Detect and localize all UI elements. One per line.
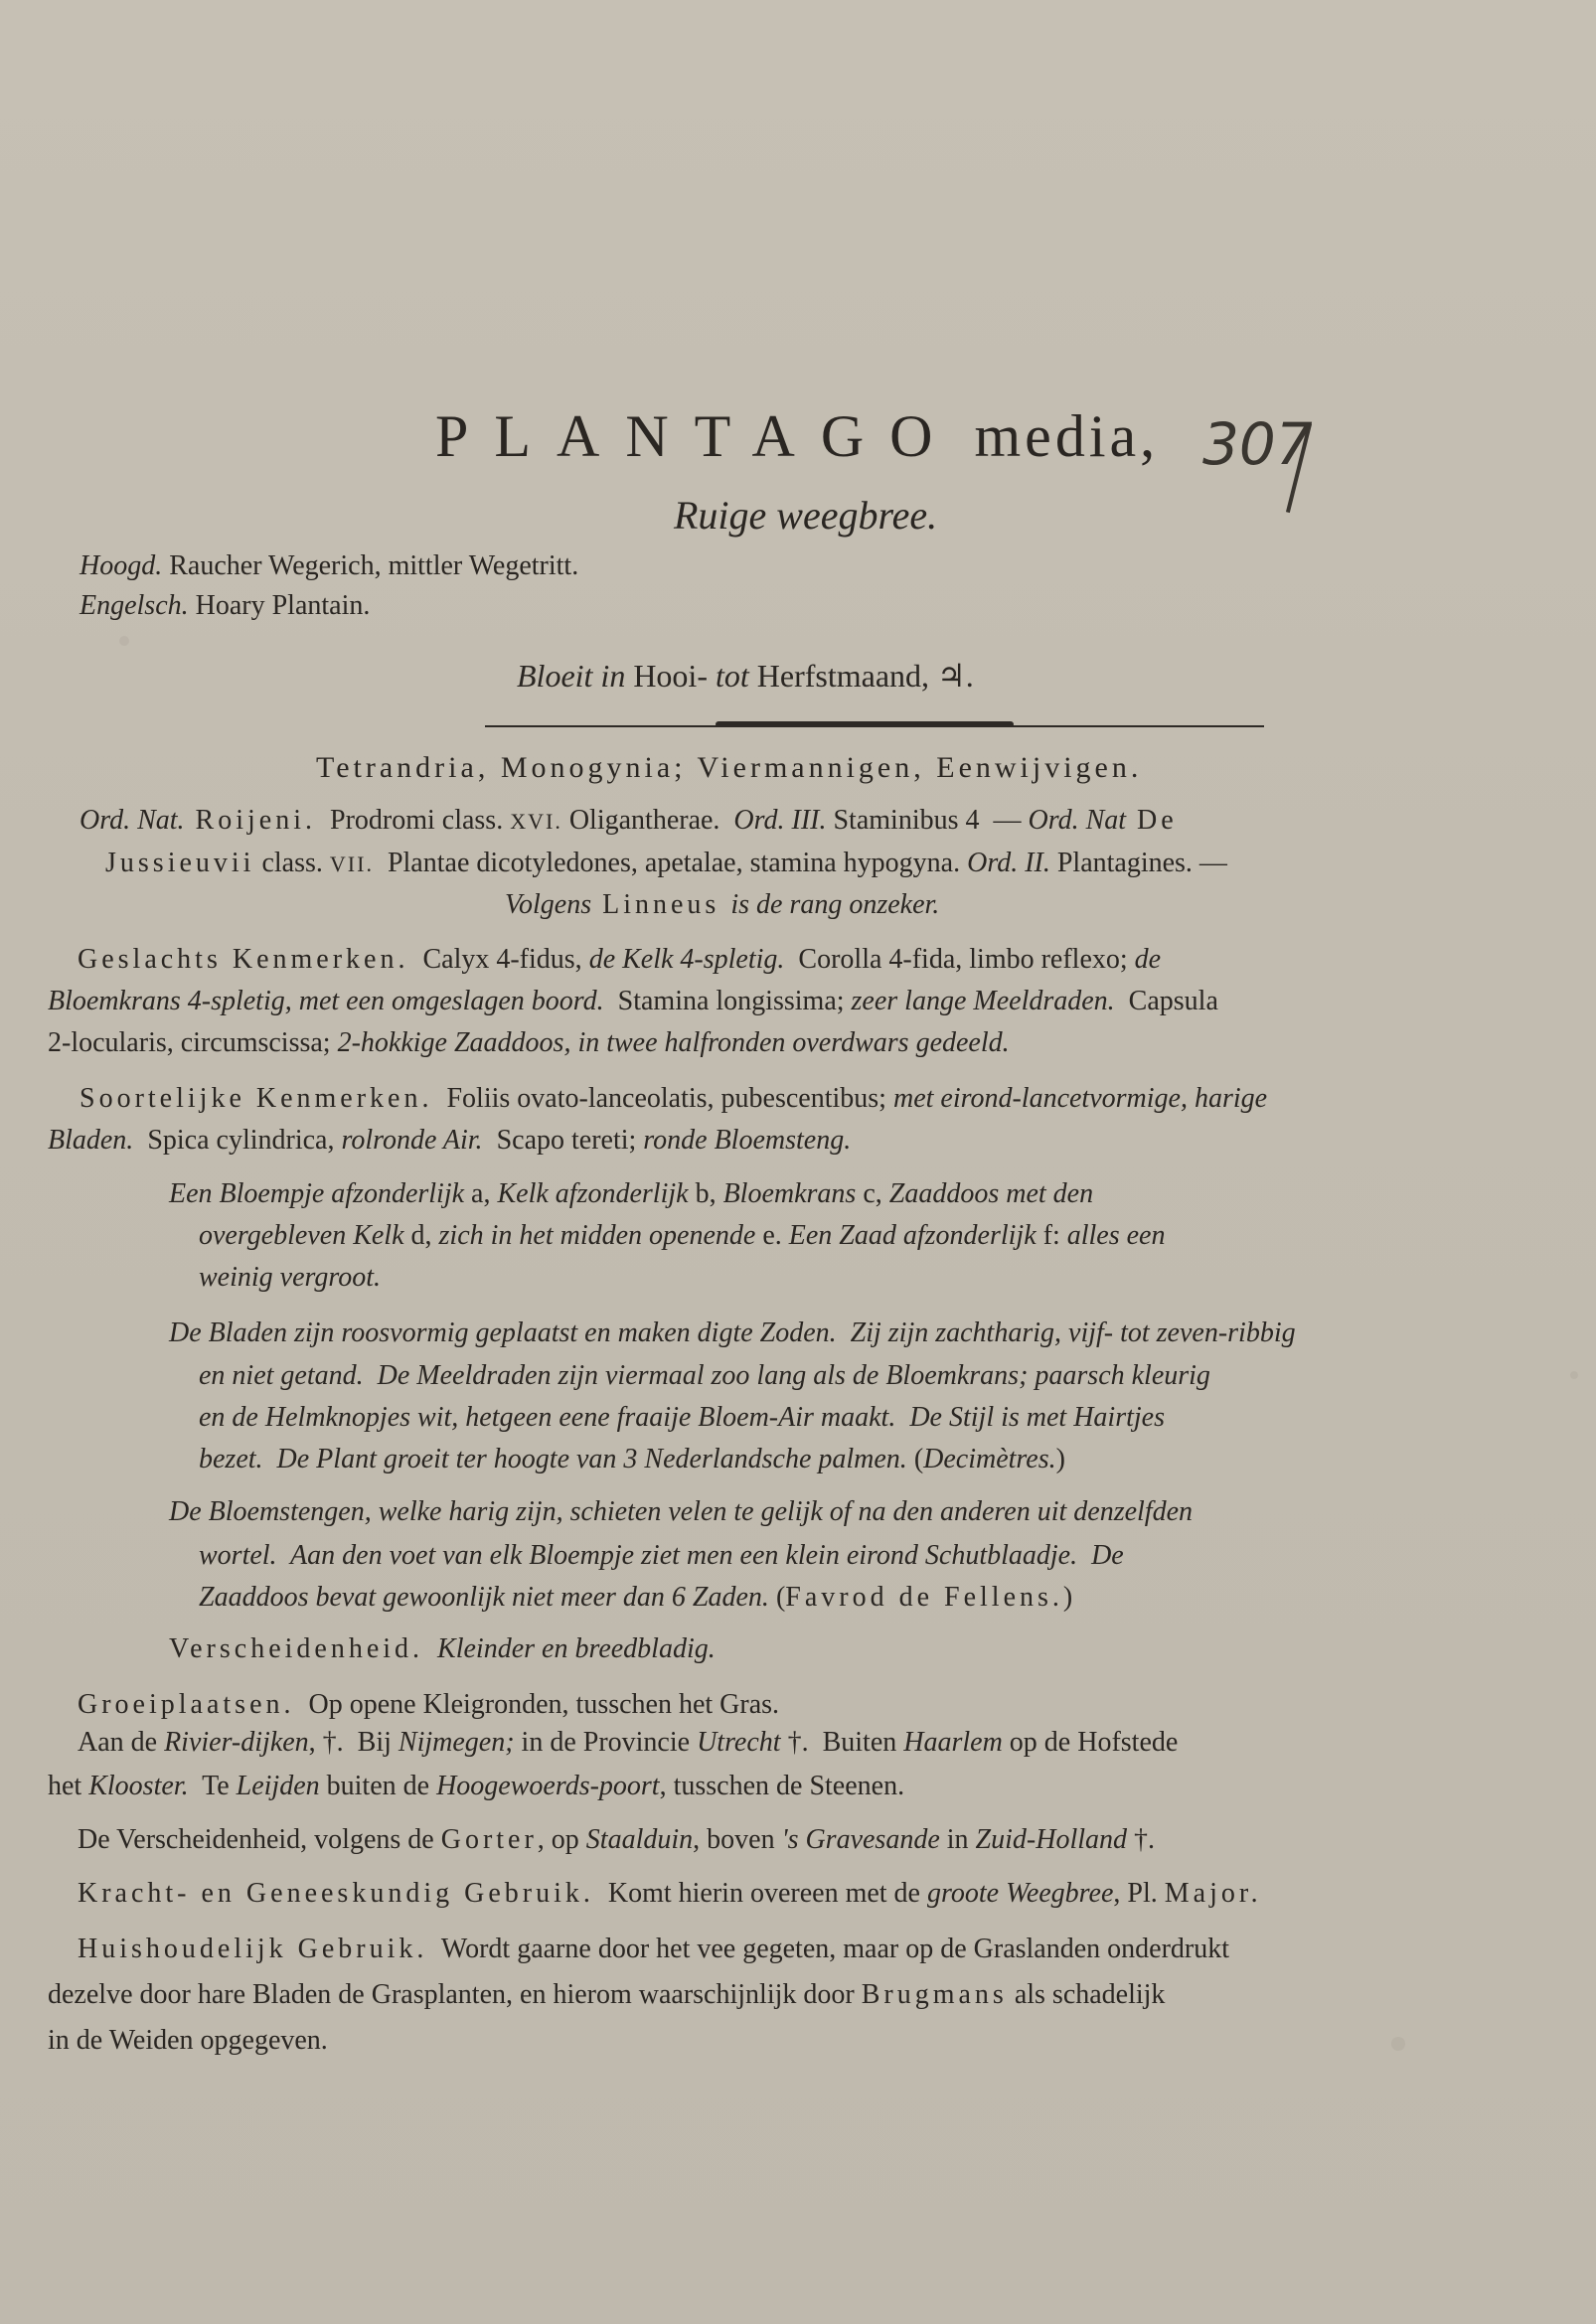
groeiplaatsen-line [48, 1773, 904, 1800]
text-segment: in de Provincie [514, 1727, 698, 1758]
text-segment: Favrod de Fellens. [785, 1582, 1063, 1613]
text-segment: Bloemkrans [722, 1178, 864, 1209]
groeiplaatsen-line [78, 1826, 1155, 1854]
groeiplaatsen-line [78, 1691, 779, 1719]
paper-speck [119, 636, 129, 646]
text-segment: , tusschen de Steenen. [659, 1771, 905, 1801]
text-segment: met eirond-lancetvormige, harige [892, 1083, 1268, 1114]
kracht-line [78, 1880, 1262, 1908]
text-segment: , Pl. [1113, 1878, 1165, 1909]
text-segment: Brugmans [861, 1979, 1008, 2010]
text-segment: Geslachts Kenmerken. [78, 944, 409, 975]
text-segment: de Kelk 4-spletig. [588, 944, 785, 975]
text-segment: overgebleven Kelk [199, 1220, 411, 1251]
text-segment: Zaaddoos bevat gewoonlijk niet meer dan 6 Zaden. [199, 1582, 769, 1613]
text-segment: Foliis ovato-lanceolatis, pubescentibus; [432, 1083, 893, 1114]
text-segment: Zuid-Holland [975, 1824, 1128, 1855]
text-segment: de [1134, 944, 1162, 975]
synonym-label: Engelsch. [80, 590, 189, 621]
text-segment: Calyx 4-fidus, [408, 944, 589, 975]
text-segment: ) [1062, 1582, 1073, 1613]
text-segment: in de Weiden opgegeven. [48, 2025, 328, 2056]
ord-line [505, 891, 939, 919]
text-segment: Decimètres. [923, 1444, 1056, 1474]
text-segment: wortel. Aan den voet van elk Bloempje ziet men een klein eirond Schutblaadje. De [199, 1540, 1124, 1571]
text-segment: zeer lange Meeldraden. [851, 986, 1115, 1016]
handwritten-page-number: 307 [1202, 410, 1313, 478]
text-segment: class. [254, 848, 330, 878]
text-segment: Plantagines. — [1049, 848, 1227, 878]
text-segment: op de Hofstede [1002, 1727, 1179, 1758]
text-segment: †. [1127, 1824, 1156, 1855]
text-segment: Ord. II. [967, 848, 1050, 878]
page-title [435, 402, 1159, 471]
text-segment: Major. [1164, 1878, 1262, 1909]
huishoudelijk-line [48, 1981, 1165, 2009]
text-segment: Zaaddoos met den [888, 1178, 1094, 1209]
soortelijke-line [48, 1127, 851, 1155]
text-segment: Bladen. [48, 1125, 134, 1156]
ord-line [105, 850, 1227, 877]
text-segment: Soortelijke Kenmerken. [80, 1083, 433, 1114]
text-segment: groote Weegbree [927, 1878, 1114, 1909]
text-segment: als schadelijk [1007, 1979, 1166, 2010]
flowering-line [517, 660, 974, 692]
text-segment: Wordt gaarne door het vee gegeten, maar op de Graslanden onderdrukt [427, 1934, 1230, 1964]
ord-line [80, 807, 1178, 835]
geslachts-line [78, 946, 1161, 974]
paper-speck [1391, 2037, 1405, 2051]
text-segment: De Bladen zijn roosvormig geplaatst en maken digte Zoden. Zij zijn zachtharig, vijf- tot zeven-ribbig [169, 1317, 1296, 1348]
text-segment: en niet getand. De Meeldraden zijn viermaal zoo lang als de Bloemkrans; paarsch kleurig [199, 1360, 1210, 1391]
text-segment: Jussieuvii [105, 848, 255, 878]
genus-name: PLANTAGO [435, 403, 959, 469]
verscheidenheid-line [169, 1635, 716, 1663]
groeiplaatsen-line [78, 1729, 1178, 1757]
bladen-line [199, 1362, 1210, 1390]
text-segment: , †. Bij [308, 1727, 399, 1758]
text-segment: dezelve door hare Bladen de Grasplanten, en hierom waarschijnlijk door [48, 1979, 862, 2010]
text-segment: De Verscheidenheid, volgens de [78, 1824, 441, 1855]
flowering-to: Herfstmaand, [756, 658, 930, 694]
text-segment: 2-locularis, circumscissa; [48, 1027, 338, 1058]
text-segment: Kelk afzonderlijk [497, 1178, 696, 1209]
text-segment: Aan de [78, 1727, 165, 1758]
text-segment: Hoogewoerds-poort [436, 1771, 660, 1801]
text-segment: Prodromi class. [316, 805, 511, 836]
geslachts-line [48, 1029, 1010, 1057]
bloemstengen-line [169, 1498, 1193, 1526]
text-segment: Huishoudelijk Gebruik. [78, 1934, 428, 1964]
huishoudelijk-line [48, 2027, 328, 2055]
text-segment: Staminibus 4 — [826, 805, 1029, 836]
text-segment: ronde Bloemsteng. [643, 1125, 852, 1156]
text-segment: Rivier-dijken [164, 1727, 309, 1758]
text-segment: VII. [329, 852, 374, 876]
synonym-text: Raucher Wegerich, mittler Wegetritt. [169, 550, 579, 581]
text-segment: ( [913, 1444, 924, 1474]
text-segment: Klooster. [88, 1771, 189, 1801]
text-segment: ( [768, 1582, 786, 1613]
text-segment: Staalduin [585, 1824, 694, 1855]
classification: Tetrandria, Monogynia; Viermannigen, Eenwijvigen. [316, 751, 1143, 784]
bloemstengen-line [199, 1542, 1124, 1570]
flowering-in: in [600, 658, 626, 694]
paper-speck [1570, 1371, 1578, 1379]
text-segment: alles een [1066, 1220, 1166, 1251]
text-segment: Een Bloempje afzonderlijk [169, 1178, 472, 1209]
text-segment: Nijmegen; [398, 1727, 515, 1758]
text-segment: ) [1055, 1444, 1065, 1474]
text-segment: Een Zaad afzonderlijk [788, 1220, 1043, 1251]
text-segment: Bloemkrans 4-spletig, met een omgeslagen boord. [48, 986, 604, 1016]
text-segment: Op opene Kleigronden, tusschen het Gras. [294, 1689, 780, 1720]
geslachts-line [48, 988, 1218, 1015]
bloempje-line [169, 1180, 1093, 1208]
text-segment: Spica cylindrica, [133, 1125, 342, 1156]
species-name: media, [974, 403, 1160, 469]
synonym-hoogd [80, 552, 578, 580]
divider-rule-swell [716, 721, 1014, 727]
text-segment: Te [188, 1771, 237, 1801]
text-segment: , op [537, 1824, 586, 1855]
text-segment: Gorter [440, 1824, 538, 1855]
text-segment: e. [762, 1220, 789, 1251]
perennial-symbol: ♃. [937, 658, 974, 694]
text-segment: Komt hierin overeen met de [593, 1878, 927, 1909]
text-segment: Plantae dicotyledones, apetalae, stamina hypogyna. [373, 848, 968, 878]
text-segment: Stamina longissima; [603, 986, 852, 1016]
bloempje-line [199, 1222, 1166, 1250]
text-segment: buiten de [319, 1771, 437, 1801]
text-segment: Ord. Nat [1028, 805, 1127, 836]
text-segment: Groeiplaatsen. [78, 1689, 295, 1720]
text-segment: , boven [693, 1824, 782, 1855]
bloemstengen-line [199, 1584, 1072, 1612]
flowering-label: Bloeit [517, 658, 593, 694]
text-segment: in [939, 1824, 976, 1855]
bloempje-line [199, 1264, 381, 1292]
text-segment: f: [1042, 1220, 1067, 1251]
synonym-label: Hoogd. [80, 550, 163, 581]
text-segment: c, [863, 1178, 889, 1209]
text-segment: Verscheidenheid. [169, 1633, 424, 1664]
text-segment: Utrecht [697, 1727, 781, 1758]
text-segment: en de Helmknopjes wit, hetgeen eene fraaije Bloem-Air maakt. De Stijl is met Hairtjes [199, 1402, 1165, 1433]
text-segment: Capsula [1114, 986, 1218, 1016]
text-segment: Scapo tereti; [482, 1125, 644, 1156]
text-segment: De [1126, 805, 1178, 836]
text-segment: De Bloemstengen, welke harig zijn, schieten velen te gelijk of na den anderen uit denzelfden [169, 1496, 1193, 1527]
text-segment: Oligantherae. [561, 805, 734, 836]
text-segment: d, [410, 1220, 439, 1251]
text-segment: is de rang onzeker. [730, 889, 940, 920]
text-segment: het [48, 1771, 89, 1801]
huishoudelijk-line [78, 1936, 1229, 1963]
bladen-line [199, 1446, 1065, 1473]
text-segment: Linneus [591, 889, 731, 920]
bladen-line [169, 1319, 1296, 1347]
text-segment: Ord. III. [733, 805, 827, 836]
text-segment: Roijeni. [184, 805, 316, 836]
text-segment: rolronde Air. [341, 1125, 483, 1156]
text-segment: Volgens [505, 889, 592, 920]
text-segment: Corolla 4-fida, limbo reflexo; [784, 944, 1135, 975]
synonym-text: Hoary Plantain. [195, 590, 371, 621]
text-segment: Haarlem [903, 1727, 1003, 1758]
text-segment: Leijden [236, 1771, 320, 1801]
text-segment: Kleinder en breedbladig. [423, 1633, 716, 1664]
flowering-from: Hooi- [633, 658, 708, 694]
text-segment: Ord. Nat. [80, 805, 185, 836]
text-segment: weinig vergroot. [199, 1262, 382, 1293]
text-segment: b, [695, 1178, 723, 1209]
text-segment: †. Buiten [780, 1727, 904, 1758]
soortelijke-line [80, 1085, 1267, 1113]
flowering-tot: tot [715, 658, 749, 694]
synonym-engelsch [80, 592, 370, 620]
text-segment: XVI. [510, 809, 562, 834]
common-name: Ruige weegbree. [674, 493, 938, 538]
text-segment: 2-hokkige Zaaddoos, in twee halfronden overdwars gedeeld. [337, 1027, 1010, 1058]
text-segment: zich in het midden openende [438, 1220, 763, 1251]
text-segment: Kracht- en Geneeskundig Gebruik. [78, 1878, 594, 1909]
bladen-line [199, 1404, 1165, 1432]
text-segment: a, [471, 1178, 498, 1209]
text-segment: bezet. De Plant groeit ter hoogte van 3 Nederlandsche palmen. [199, 1444, 914, 1474]
text-segment: 's Gravesande [781, 1824, 940, 1855]
